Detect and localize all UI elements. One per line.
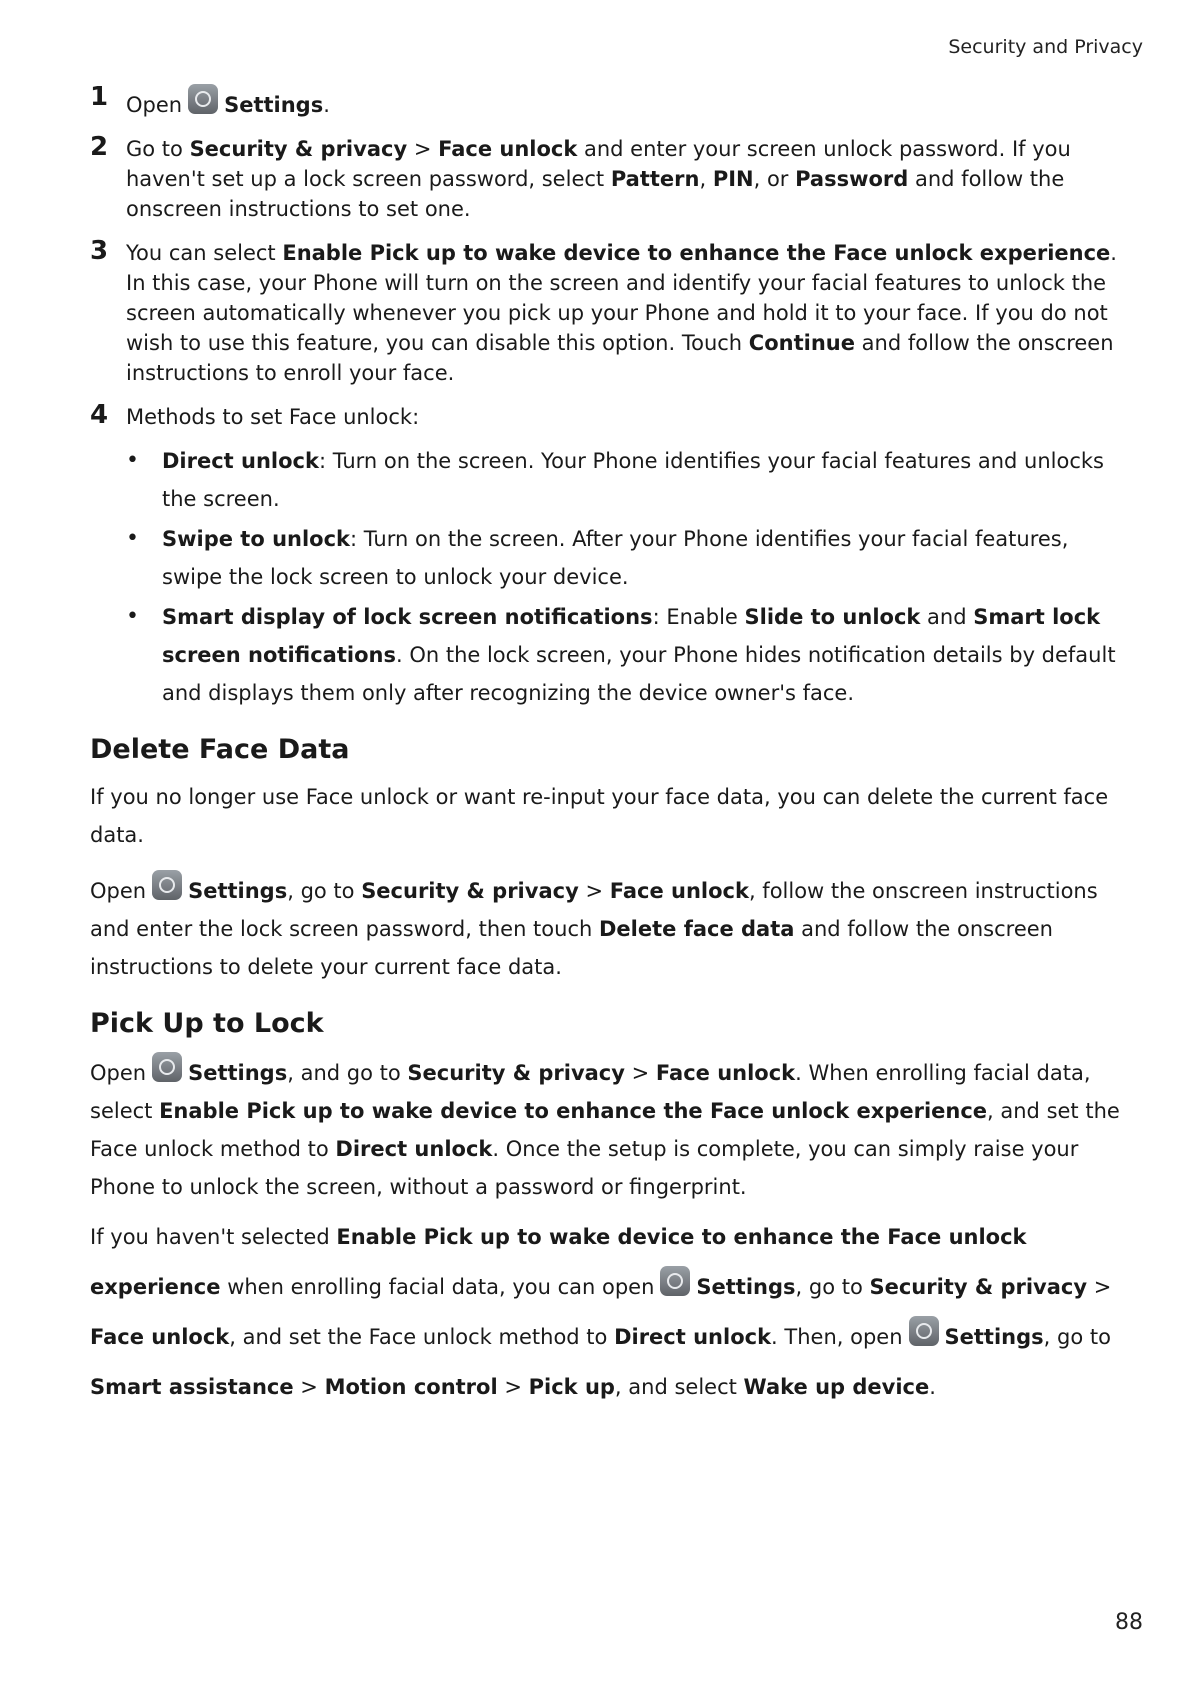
paragraph-text: > [1087,1275,1112,1299]
paragraph-text: when enrolling facial data, you can open [220,1275,655,1299]
page-content [90,84,1130,1428]
paragraph-text: > [578,879,610,903]
step-text: , or [753,167,796,191]
method-description: : Turn on the screen. Your Phone identifies your facial features and unlocks the screen. [162,449,1104,511]
settings-gear-icon [152,1052,182,1082]
step-2 [90,134,1130,224]
settings-label: Settings [224,93,324,117]
menu-face-unlock: Face unlock [655,1061,796,1085]
settings-gear-icon [152,870,182,900]
paragraph-text: , go to [287,879,362,903]
paragraph-text: , and select [614,1375,744,1399]
step-4 [90,402,1130,432]
button-continue-label: Continue [748,331,855,355]
paragraph-text: . [929,1375,936,1399]
option-delete-face-data: Delete face data [598,917,795,941]
method-description: . On the lock screen, your Phone hides notification details by default and displays them only after recognizing the device owner's face. [162,643,1116,705]
list-item [126,598,1130,712]
paragraph-text: , and go to [287,1061,408,1085]
menu-security-privacy: Security & privacy [869,1275,1088,1299]
option-enable-pick-up: Enable Pick up to wake device to enhance the Face unlock experience [159,1099,988,1123]
paragraph-text: , and set the Face unlock method to [229,1325,615,1349]
method-direct-unlock: Direct unlock [614,1325,772,1349]
page-number: 88 [1115,1610,1143,1635]
settings-gear-icon [660,1266,690,1296]
paragraph [90,1212,1130,1412]
settings-label: Settings [188,1061,288,1085]
paragraph-text: > [624,1061,656,1085]
step-text: Methods to set Face unlock: [126,405,420,429]
method-swipe-to-unlock: Swipe to unlock [162,527,351,551]
step-text: and enter your screen unlock password. If you haven't set up a lock screen password, select [126,137,1071,191]
step-text: . [323,93,330,117]
option-wake-up-device: Wake up device [743,1375,930,1399]
step-text: and follow the onscreen instructions to set one. [126,167,1065,221]
menu-security-privacy: Security & privacy [407,1061,625,1085]
step-text: Open [126,93,183,117]
menu-smart-assistance: Smart assistance [90,1375,294,1399]
option-slide-to-unlock: Slide to unlock [744,605,921,629]
method-direct-unlock: Direct unlock [162,449,319,473]
step-text: . In this case, your Phone will turn on the screen and identify your facial features to unlock the screen automatically whenever you pick up your Phone and hold it to your face. If you do not wish to use this feature, you can disable this option. Touch [126,241,1117,355]
paragraph-text: , go to [1043,1325,1111,1349]
paragraph-text: > [293,1375,325,1399]
method-description: : Enable [652,605,745,629]
paragraph-text: Open [90,879,147,903]
step-text: Go to [126,137,190,161]
paragraph-text: . Once the setup is complete, you can simply raise your Phone to unlock the screen, without a password or fingerprint. [90,1137,1079,1199]
paragraph-text: . When enrolling facial data, select [90,1061,1091,1123]
step-text: and follow the onscreen instructions to enroll your face. [126,331,1114,385]
section-header: Security and Privacy [948,36,1143,58]
settings-label: Settings [188,879,288,903]
step-3 [90,238,1130,388]
method-smart-display: Smart display of lock screen notifications [162,605,653,629]
paragraph-text: , follow the onscreen instructions and enter the lock screen password, then touch [90,879,1098,941]
settings-label: Settings [944,1325,1044,1349]
step-text: , [699,167,713,191]
option-smart-lock-screen-notifications: Smart lock screen notifications [162,605,1101,667]
list-item [126,442,1130,518]
step-text: You can select [126,241,283,265]
settings-gear-icon [909,1316,939,1346]
method-description: : Turn on the screen. After your Phone identifies your facial features, swipe the lock screen to unlock your device. [162,527,1069,589]
paragraph: If you no longer use Face unlock or want re-input your face data, you can delete the current face data. [90,785,1109,847]
option-pin: PIN [712,167,754,191]
option-password: Password [795,167,909,191]
paragraph-text: , go to [795,1275,870,1299]
paragraph [90,1052,1130,1206]
paragraph-text: , and set the Face unlock method to [90,1099,1120,1161]
settings-label: Settings [696,1275,796,1299]
paragraph-text: Open [90,1061,147,1085]
settings-gear-icon [188,84,218,114]
section-heading-pick-up-to-lock: Pick Up to Lock [90,1008,324,1039]
menu-face-unlock: Face unlock [90,1325,230,1349]
paragraph-text: If you haven't selected [90,1225,337,1249]
paragraph-text: > [497,1375,529,1399]
step-number: 4 [90,400,109,430]
section-heading-delete-face-data: Delete Face Data [90,734,350,765]
menu-pick-up: Pick up [528,1375,615,1399]
list-item [126,520,1130,596]
option-enable-pick-up: Enable Pick up to wake device to enhance the Face unlock experience [282,241,1111,265]
menu-face-unlock: Face unlock [609,879,749,903]
paragraph-text: and follow the onscreen instructions to delete your current face data. [90,917,1053,979]
menu-security-privacy: Security & privacy [189,137,408,161]
option-enable-pick-up: Enable Pick up to wake device to enhance the Face unlock experience [90,1225,1027,1299]
paragraph-text: . Then, open [771,1325,903,1349]
step-number: 2 [90,132,109,162]
unlock-methods-list [90,442,1130,712]
paragraph [90,870,1130,986]
step-number: 3 [90,236,109,266]
method-direct-unlock: Direct unlock [335,1137,493,1161]
option-pattern: Pattern [610,167,700,191]
method-description: and [920,605,974,629]
menu-motion-control: Motion control [324,1375,498,1399]
menu-face-unlock: Face unlock [438,137,578,161]
menu-security-privacy: Security & privacy [361,879,579,903]
step-number: 1 [90,82,109,112]
step-text: > [407,137,439,161]
step-1 [90,84,1130,120]
